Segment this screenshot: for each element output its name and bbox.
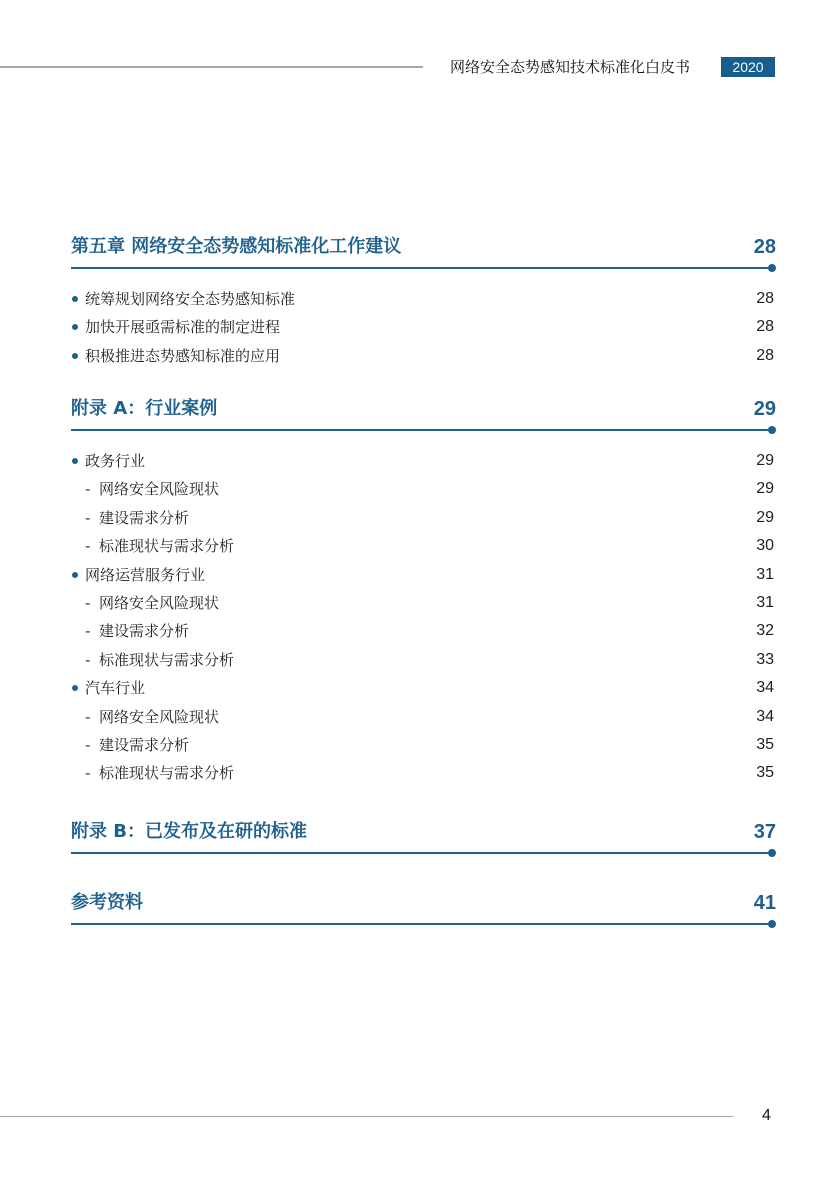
- toc-entry[interactable]: [71, 674, 776, 702]
- toc-rule-end-dot: [768, 426, 776, 434]
- toc-rule-end-dot: [768, 849, 776, 857]
- toc-section-title: 参考资料: [71, 892, 143, 913]
- toc-entry-label: 统筹规划网络安全态势感知标准: [85, 290, 296, 308]
- header-year-badge: 2020: [721, 57, 775, 77]
- toc-entry-label: 政务行业: [85, 452, 146, 470]
- toc-entry-label: 加快开展亟需标准的制定进程: [85, 318, 281, 337]
- toc-section-page-number: 29: [753, 398, 776, 420]
- toc-subentry[interactable]: [71, 589, 776, 617]
- toc-rule-end-dot: [768, 920, 776, 928]
- toc-entry-label: 标准现状与需求分析: [99, 537, 235, 556]
- toc-entry-list: [71, 447, 776, 788]
- toc-entry-page-number: 29: [756, 508, 774, 526]
- dash-icon: -: [85, 593, 91, 612]
- toc-subentry[interactable]: [71, 759, 776, 787]
- toc-entry-page-number: 34: [756, 679, 774, 697]
- bullet-icon: [72, 324, 78, 330]
- toc-section: [71, 889, 776, 919]
- footer-rule: [0, 1116, 733, 1117]
- toc-entry-page-number: 31: [756, 565, 774, 583]
- toc-entry-page-number: 30: [756, 537, 774, 555]
- toc-section: [71, 233, 776, 365]
- bullet-icon: [72, 572, 78, 578]
- toc-entry-page-number: 34: [756, 707, 774, 725]
- toc-section: [71, 818, 776, 848]
- toc-entry-label: 积极推进态势感知标准的应用: [85, 346, 281, 365]
- toc-entry-page-number: 29: [756, 480, 774, 498]
- toc-entry[interactable]: [71, 447, 776, 475]
- toc-section-rule: [71, 267, 773, 269]
- toc-section: [71, 395, 776, 783]
- toc-section-title: 附录 B：已发布及在研的标准: [71, 821, 307, 842]
- toc-entry-page-number: 35: [756, 735, 774, 753]
- bullet-icon: [72, 353, 78, 359]
- toc-entry[interactable]: [71, 561, 776, 589]
- bullet-icon: [72, 685, 78, 691]
- toc-section-heading[interactable]: [71, 233, 776, 263]
- toc-section-page-number: 37: [753, 821, 776, 843]
- header-title: 网络安全态势感知技术标准化白皮书: [450, 58, 691, 76]
- toc-subentry[interactable]: [71, 475, 776, 503]
- toc-section-rule: [71, 923, 773, 925]
- toc-subentry[interactable]: [71, 646, 776, 674]
- toc-entry-label: 标准现状与需求分析: [99, 764, 235, 783]
- toc-subentry[interactable]: [71, 504, 776, 532]
- toc-entry-label: 网络安全风险现状: [99, 593, 220, 612]
- toc-entry-page-number: 32: [756, 622, 774, 640]
- dash-icon: -: [85, 764, 91, 783]
- dash-icon: -: [85, 537, 91, 556]
- toc-section-rule: [71, 429, 773, 431]
- footer-page-number: 4: [762, 1107, 771, 1124]
- toc-entry-page-number: 29: [756, 452, 774, 469]
- toc-entry-label: 汽车行业: [85, 679, 146, 698]
- toc-subentry[interactable]: [71, 617, 776, 645]
- toc-entry[interactable]: [71, 285, 776, 313]
- toc-section-title: 附录 A：行业案例: [71, 398, 218, 419]
- toc-entry-label: 标准现状与需求分析: [99, 650, 235, 669]
- toc-section-rule: [71, 852, 773, 854]
- bullet-icon: [72, 458, 78, 464]
- toc-entry-page-number: 28: [756, 346, 774, 364]
- header-rule: [0, 66, 423, 68]
- dash-icon: -: [85, 622, 91, 641]
- bullet-icon: [72, 296, 78, 302]
- toc-subentry[interactable]: [71, 532, 776, 560]
- toc-entry-label: 建设需求分析: [99, 735, 190, 754]
- toc-section-page-number: 41: [753, 892, 776, 914]
- toc-entry-label: 网络运营服务行业: [85, 565, 206, 584]
- toc-entry-label: 建设需求分析: [99, 508, 190, 527]
- toc-section-heading[interactable]: [71, 818, 776, 848]
- toc-section-heading[interactable]: [71, 889, 776, 919]
- dash-icon: -: [85, 707, 91, 726]
- dash-icon: -: [85, 508, 91, 527]
- toc-subentry[interactable]: [71, 703, 776, 731]
- toc-section-title: 第五章 网络安全态势感知标准化工作建议: [71, 236, 402, 257]
- toc-entry-page-number: 31: [756, 593, 774, 611]
- toc-entry-page-number: 33: [756, 650, 774, 668]
- dash-icon: -: [85, 650, 91, 669]
- toc-subentry[interactable]: [71, 731, 776, 759]
- toc-entry-list: [71, 285, 776, 370]
- dash-icon: -: [85, 735, 91, 754]
- toc-section-heading[interactable]: [71, 395, 776, 425]
- toc-section-page-number: 28: [753, 236, 776, 258]
- toc-entry-label: 建设需求分析: [99, 622, 190, 641]
- toc-entry[interactable]: [71, 342, 776, 370]
- toc-rule-end-dot: [768, 264, 776, 272]
- toc-entry[interactable]: [71, 313, 776, 341]
- toc-entry-page-number: 28: [756, 318, 774, 336]
- toc-entry-page-number: 35: [756, 764, 774, 782]
- toc-entry-page-number: 28: [756, 290, 774, 307]
- toc-entry-label: 网络安全风险现状: [99, 480, 220, 499]
- dash-icon: -: [85, 480, 91, 499]
- toc-entry-label: 网络安全风险现状: [99, 707, 220, 726]
